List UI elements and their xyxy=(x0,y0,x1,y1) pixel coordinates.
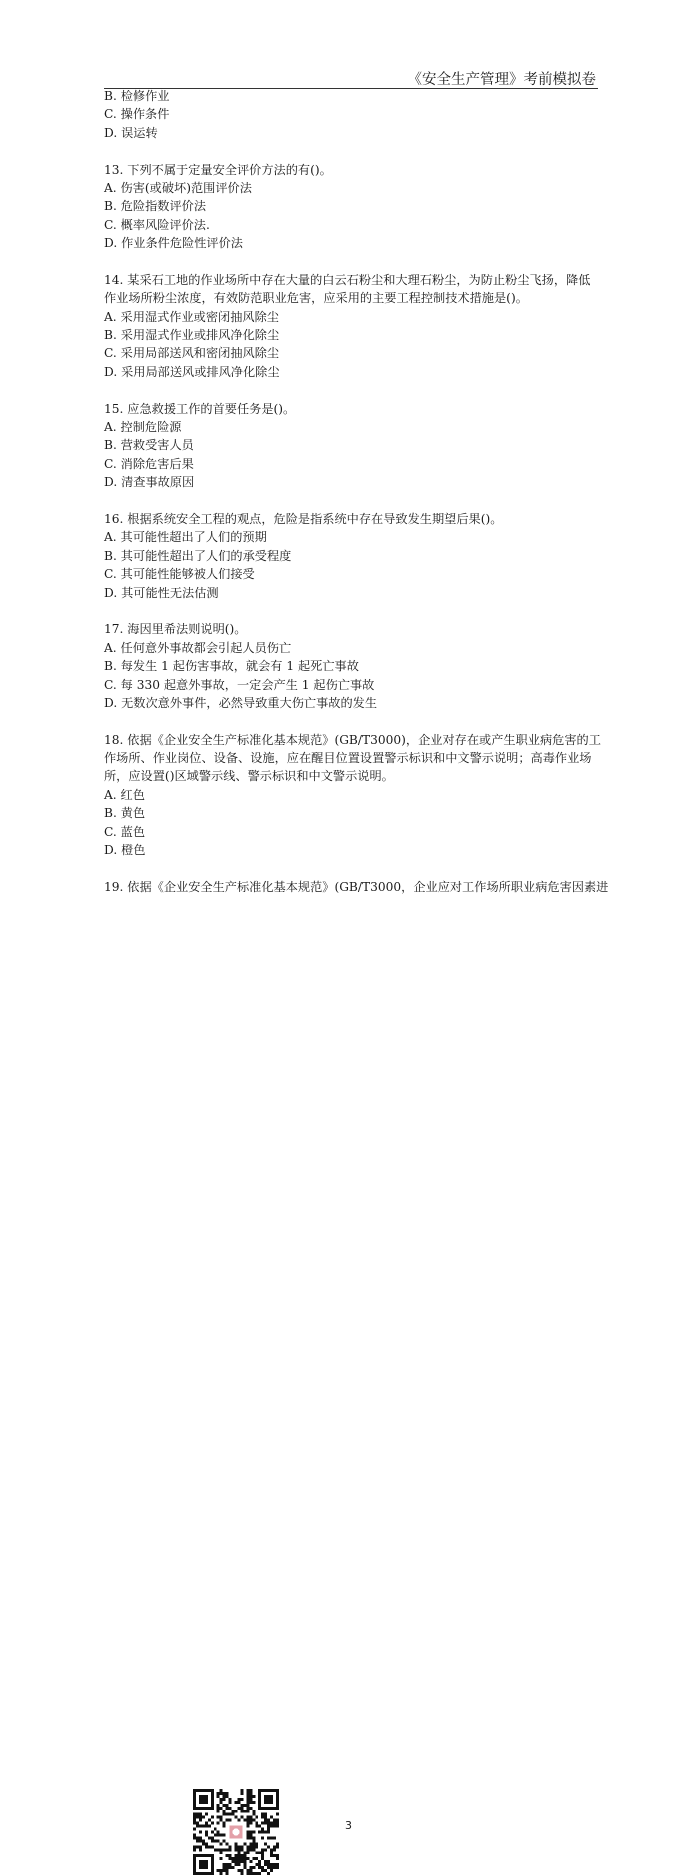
answer-option: B. 每发生 1 起伤害事故，就会有 1 起死亡事故 xyxy=(104,659,359,674)
answer-option: B. 采用湿式作业或排风净化除尘 xyxy=(104,328,280,343)
document-title: 《安全生产管理》考前模拟卷 xyxy=(407,72,596,88)
answer-option: D. 清查事故原因 xyxy=(104,475,195,490)
answer-option: A. 任何意外事故都会引起人员伤亡 xyxy=(104,640,292,655)
answer-option: B. 营救受害人员 xyxy=(104,438,194,453)
answer-option: B. 危险指数评价法 xyxy=(104,199,207,214)
question-stem-line: 14. 某采石工地的作业场所中存在大量的白云石粉尘和大理石粉尘，为防止粉尘飞扬，降低 xyxy=(104,272,591,287)
question-block xyxy=(104,271,600,381)
question-spacer xyxy=(104,712,600,730)
question-block xyxy=(104,510,600,602)
question-stem-line: 18. 依据《企业安全生产标准化基本规范》(GB/T3000)，企业对存在或产生职业病危害的工 xyxy=(104,732,601,747)
question-block xyxy=(104,161,600,253)
question-spacer xyxy=(104,381,600,399)
answer-option: D. 采用局部送风或排风净化除尘 xyxy=(104,364,280,379)
answer-option: A. 其可能性超出了人们的预期 xyxy=(104,530,267,545)
question-stem-line: 作场所、作业岗位、设备、设施，应在醒目位置设置警示标识和中文警示说明；高毒作业场 xyxy=(104,751,592,766)
question-spacer xyxy=(104,602,600,620)
question-stem-line: 17. 海因里希法则说明()。 xyxy=(104,622,247,637)
answer-option: C. 蓝色 xyxy=(104,824,146,839)
page-header xyxy=(104,66,598,89)
answer-option: B. 检修作业 xyxy=(104,89,170,103)
question-block xyxy=(104,87,600,142)
answer-option: B. 黄色 xyxy=(104,806,146,821)
question-stem-line: 15. 应急救援工作的首要任务是()。 xyxy=(104,401,296,416)
question-content xyxy=(104,87,609,896)
question-spacer xyxy=(104,492,600,510)
question-stem-line: 16. 根据系统安全工程的观点，危险是指系统中存在导致发生期望后果()。 xyxy=(104,511,503,526)
answer-option: C. 其可能性能够被人们接受 xyxy=(104,567,255,582)
answer-option: C. 概率风险评价法. xyxy=(104,217,210,232)
question-spacer xyxy=(104,142,600,160)
answer-option: C. 消除危害后果 xyxy=(104,456,194,471)
answer-option: C. 操作条件 xyxy=(104,107,170,122)
question-stem-line: 作业场所粉尘浓度，有效防范职业危害，应采用的主要工程控制技术措施是()。 xyxy=(104,291,528,306)
answer-option: D. 作业条件危险性评价法 xyxy=(104,236,243,251)
answer-option: D. 误运转 xyxy=(104,125,158,140)
answer-option: D. 其可能性无法估测 xyxy=(104,585,219,600)
question-block xyxy=(104,731,600,860)
question-block xyxy=(104,400,600,492)
question-spacer xyxy=(104,859,600,877)
page-number: 3 xyxy=(345,1819,352,1832)
answer-option: A. 伤害(或破坏)范围评价法 xyxy=(104,180,252,195)
question-stem-line: 13. 下列不属于定量安全评价方法的有()。 xyxy=(104,162,332,177)
answer-option: A. 红色 xyxy=(104,787,145,802)
answer-option: D. 无数次意外事件，必然导致重大伤亡事故的发生 xyxy=(104,695,378,710)
question-block xyxy=(104,620,600,712)
answer-option: B. 其可能性超出了人们的承受程度 xyxy=(104,548,292,563)
question-stem-line: 所，应设置()区域警示线、警示标识和中文警示说明。 xyxy=(104,769,394,784)
qr-code-icon xyxy=(193,1789,279,1875)
question-spacer xyxy=(104,253,600,271)
question-stem-line: 19. 依据《企业安全生产标准化基本规范》(GB/T3000，企业应对工作场所职业病危害因素进 xyxy=(104,879,609,894)
answer-option: A. 采用湿式作业或密闭抽风除尘 xyxy=(104,309,279,324)
answer-option: D. 橙色 xyxy=(104,843,146,858)
answer-option: A. 控制危险源 xyxy=(104,420,182,435)
page-footer xyxy=(0,892,700,1832)
answer-option: C. 采用局部送风和密闭抽风除尘 xyxy=(104,346,280,361)
answer-option: C. 每 330 起意外事故，一定会产生 1 起伤亡事故 xyxy=(104,677,375,692)
